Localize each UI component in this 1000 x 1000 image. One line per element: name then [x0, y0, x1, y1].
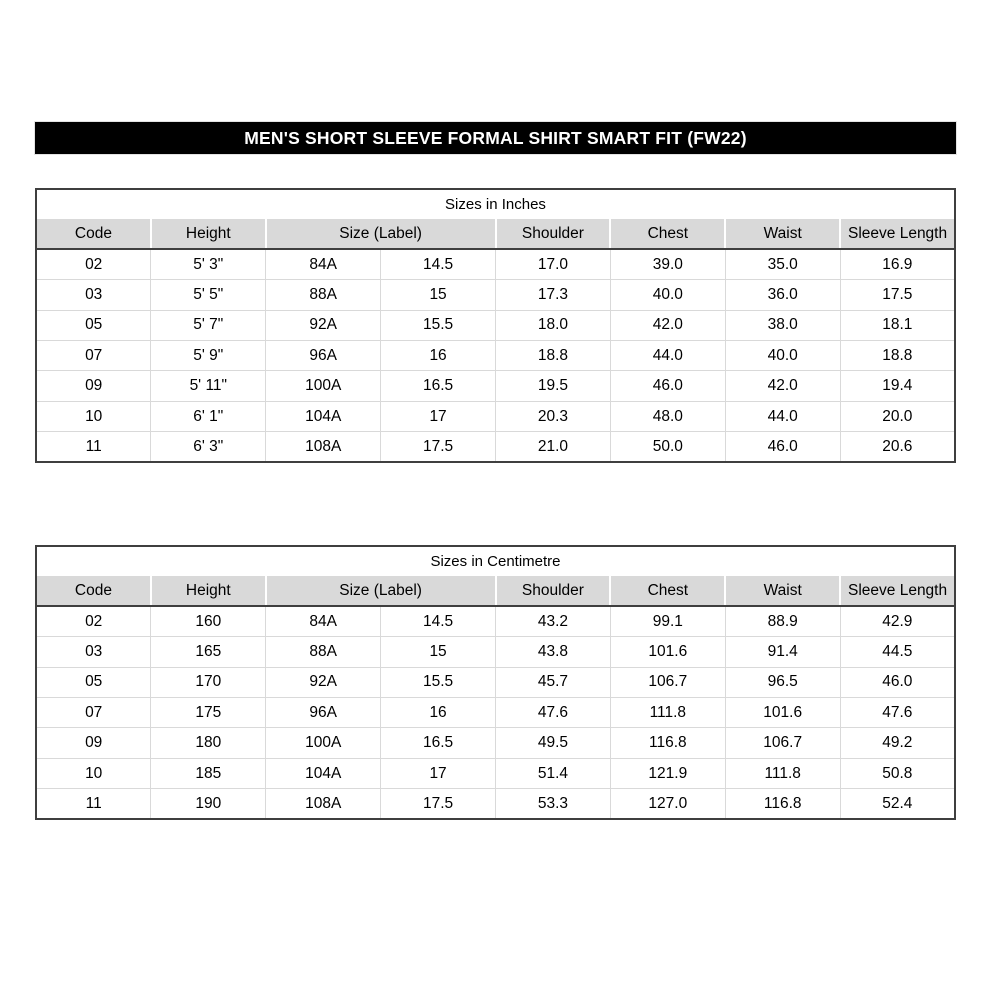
table-cell: 100A [266, 371, 381, 401]
table-cell: 40.0 [725, 341, 840, 371]
table-cell: 96A [266, 698, 381, 728]
table-cell: 104A [266, 758, 381, 788]
table-cell: 88A [266, 280, 381, 310]
table-cell: 5' 5" [151, 280, 266, 310]
column-header-waist: Waist [725, 219, 840, 249]
table-row [36, 310, 955, 340]
table-cell: 16.5 [381, 371, 496, 401]
table-cell: 05 [36, 310, 151, 340]
table-cell: 42.9 [840, 606, 955, 636]
column-header-size-label: Size (Label) [266, 219, 496, 249]
table-cell: 15.5 [381, 310, 496, 340]
table-cell: 35.0 [725, 249, 840, 279]
table-row [36, 432, 955, 462]
table-cell: 14.5 [381, 606, 496, 636]
table-row [36, 637, 955, 667]
table-cell: 48.0 [610, 401, 725, 431]
table-cell: 39.0 [610, 249, 725, 279]
column-header-sleeve-length: Sleeve Length [840, 576, 955, 606]
table-cell: 99.1 [610, 606, 725, 636]
table-cell: 15 [381, 280, 496, 310]
column-header-sleeve-length: Sleeve Length [840, 219, 955, 249]
table-cell: 84A [266, 606, 381, 636]
table-cell: 101.6 [725, 698, 840, 728]
table-cell: 175 [151, 698, 266, 728]
table-cell: 18.0 [496, 310, 611, 340]
table-cell: 43.8 [496, 637, 611, 667]
table-cell: 116.8 [725, 789, 840, 819]
column-header-chest: Chest [610, 219, 725, 249]
table-cell: 100A [266, 728, 381, 758]
table-cell: 49.2 [840, 728, 955, 758]
table-cell: 44.5 [840, 637, 955, 667]
table-cell: 16 [381, 698, 496, 728]
table-cell: 47.6 [840, 698, 955, 728]
table-row [36, 758, 955, 788]
page-title: MEN'S SHORT SLEEVE FORMAL SHIRT SMART FIT (FW22) [244, 127, 747, 148]
table-cell: 17.0 [496, 249, 611, 279]
column-header-code: Code [36, 219, 151, 249]
table-cell: 09 [36, 728, 151, 758]
table-cell: 18.1 [840, 310, 955, 340]
table-cell: 02 [36, 249, 151, 279]
table-cell: 21.0 [496, 432, 611, 462]
table-cell: 50.0 [610, 432, 725, 462]
table-cell: 180 [151, 728, 266, 758]
column-header-shoulder: Shoulder [496, 576, 611, 606]
sizes-in-inches-table [35, 188, 956, 463]
table-cell: 20.3 [496, 401, 611, 431]
table-cell: 42.0 [610, 310, 725, 340]
table-cell: 101.6 [610, 637, 725, 667]
table-cell: 20.6 [840, 432, 955, 462]
table-cell: 18.8 [840, 341, 955, 371]
column-header-waist: Waist [725, 576, 840, 606]
table-row [36, 371, 955, 401]
table-cell: 5' 9" [151, 341, 266, 371]
table-cell: 50.8 [840, 758, 955, 788]
table-cell: 17 [381, 401, 496, 431]
table-cell: 96.5 [725, 667, 840, 697]
table-cell: 15 [381, 637, 496, 667]
table-cell: 17.5 [381, 789, 496, 819]
table-cell: 121.9 [610, 758, 725, 788]
column-header-code: Code [36, 576, 151, 606]
table-cell: 10 [36, 758, 151, 788]
table-cell: 07 [36, 698, 151, 728]
table-cell: 49.5 [496, 728, 611, 758]
table-cell: 05 [36, 667, 151, 697]
table-cell: 84A [266, 249, 381, 279]
table-cell: 45.7 [496, 667, 611, 697]
table-header-row [36, 576, 955, 606]
table-cell: 5' 7" [151, 310, 266, 340]
table-cell: 106.7 [725, 728, 840, 758]
table-cell: 42.0 [725, 371, 840, 401]
table-cell: 5' 3" [151, 249, 266, 279]
sizes-in-centimetre-table [35, 545, 956, 820]
table-cell: 09 [36, 371, 151, 401]
table-cell: 88A [266, 637, 381, 667]
table-cell: 52.4 [840, 789, 955, 819]
table-cell: 16.9 [840, 249, 955, 279]
table-cell: 17.3 [496, 280, 611, 310]
table-cell: 10 [36, 401, 151, 431]
table-cell: 190 [151, 789, 266, 819]
table-cell: 111.8 [725, 758, 840, 788]
table-cell: 43.2 [496, 606, 611, 636]
table-cell: 6' 3" [151, 432, 266, 462]
table-cell: 36.0 [725, 280, 840, 310]
column-header-chest: Chest [610, 576, 725, 606]
table-cell: 19.5 [496, 371, 611, 401]
table-cell: 44.0 [610, 341, 725, 371]
table-cell: 91.4 [725, 637, 840, 667]
table-cell: 17.5 [840, 280, 955, 310]
title-banner [35, 122, 956, 154]
table-cell: 44.0 [725, 401, 840, 431]
table-cell: 46.0 [840, 667, 955, 697]
table-cell: 88.9 [725, 606, 840, 636]
table-cell: 03 [36, 280, 151, 310]
table-cell: 160 [151, 606, 266, 636]
table-cell: 17.5 [381, 432, 496, 462]
table-cell: 185 [151, 758, 266, 788]
table-cell: 51.4 [496, 758, 611, 788]
table-cell: 38.0 [725, 310, 840, 340]
table-cell: 11 [36, 789, 151, 819]
table-cell: 5' 11" [151, 371, 266, 401]
table-header-row [36, 219, 955, 249]
table-cell: 14.5 [381, 249, 496, 279]
table-title-row [36, 189, 955, 219]
table-cell: 116.8 [610, 728, 725, 758]
table-cell: 20.0 [840, 401, 955, 431]
column-header-shoulder: Shoulder [496, 219, 611, 249]
table-cell: 40.0 [610, 280, 725, 310]
column-header-size-label: Size (Label) [266, 576, 496, 606]
table-cell: 127.0 [610, 789, 725, 819]
table-cell: 106.7 [610, 667, 725, 697]
table-row [36, 401, 955, 431]
table-cell: 46.0 [610, 371, 725, 401]
table-cell: 96A [266, 341, 381, 371]
table-cell: 165 [151, 637, 266, 667]
table-cell: 47.6 [496, 698, 611, 728]
table-cell: 18.8 [496, 341, 611, 371]
table-cell: 6' 1" [151, 401, 266, 431]
table-cell: 16 [381, 341, 496, 371]
table-title: Sizes in Centimetre [36, 546, 955, 576]
table-row [36, 280, 955, 310]
table-cell: 92A [266, 667, 381, 697]
table-cell: 17 [381, 758, 496, 788]
table-row [36, 606, 955, 636]
column-header-height: Height [151, 576, 266, 606]
table-row [36, 667, 955, 697]
column-header-height: Height [151, 219, 266, 249]
table-cell: 111.8 [610, 698, 725, 728]
table-cell: 170 [151, 667, 266, 697]
table-row [36, 249, 955, 279]
table-cell: 16.5 [381, 728, 496, 758]
table-row [36, 728, 955, 758]
table-row [36, 698, 955, 728]
table-title-row [36, 546, 955, 576]
table-row [36, 341, 955, 371]
table-title: Sizes in Inches [36, 189, 955, 219]
table-cell: 19.4 [840, 371, 955, 401]
table-cell: 53.3 [496, 789, 611, 819]
table-cell: 15.5 [381, 667, 496, 697]
table-cell: 02 [36, 606, 151, 636]
table-cell: 92A [266, 310, 381, 340]
table-cell: 46.0 [725, 432, 840, 462]
table-cell: 108A [266, 789, 381, 819]
table-cell: 104A [266, 401, 381, 431]
table-cell: 03 [36, 637, 151, 667]
table-row [36, 789, 955, 819]
table-cell: 07 [36, 341, 151, 371]
table-cell: 11 [36, 432, 151, 462]
table-cell: 108A [266, 432, 381, 462]
